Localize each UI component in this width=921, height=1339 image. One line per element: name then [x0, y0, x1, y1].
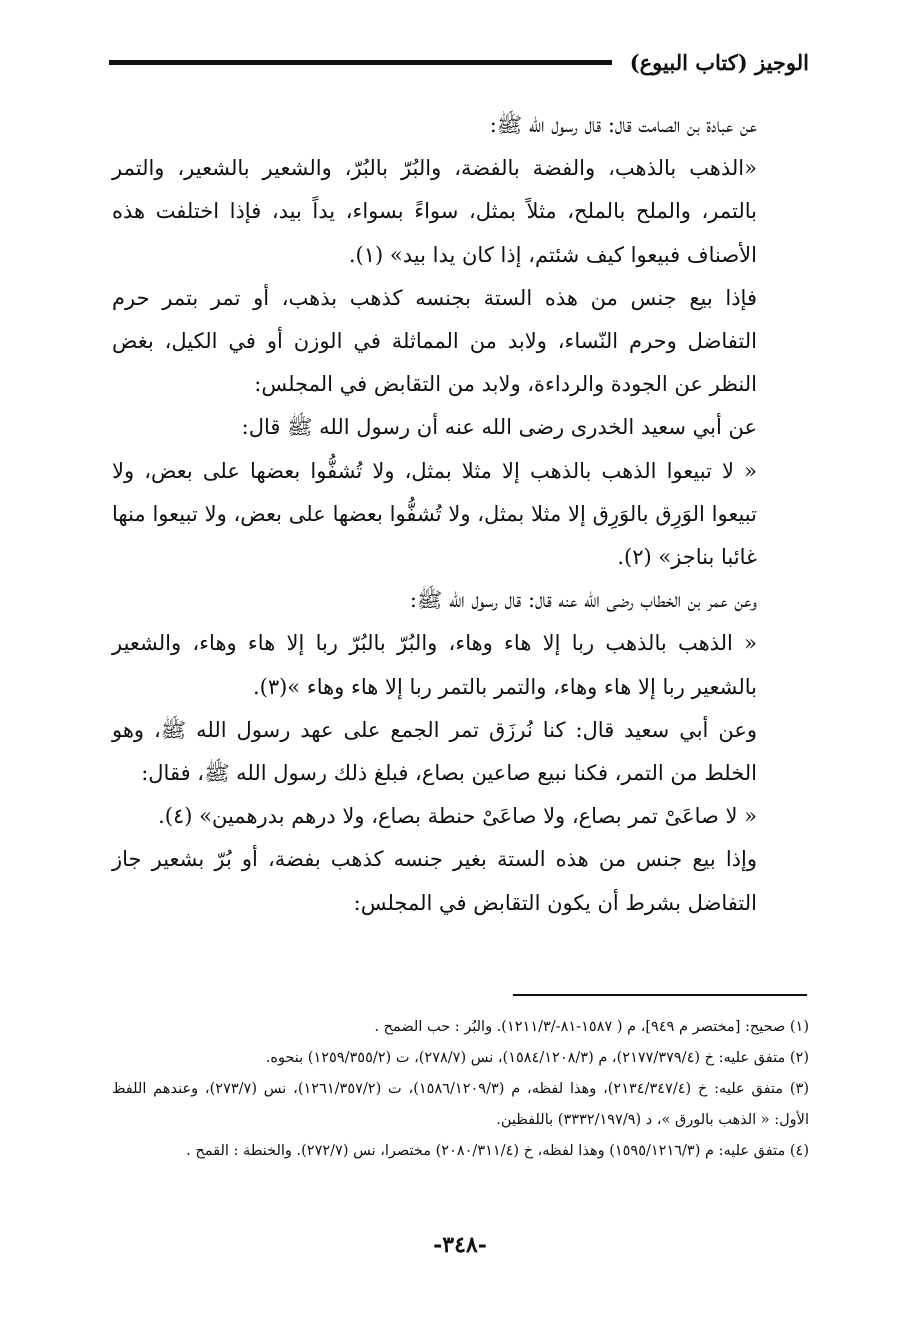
footnote: (٢) متفق عليه: خ (٢١٧٧/٣٧٩/٤)، م (١٥٨٤/١٢٠٨/٣)، نس (٢٧٨/٧)، ت (١٢٥٩/٣٥٥/٢) بنحوه. [265, 1050, 809, 1066]
paragraph: « الذهب بالذهب ربا إلا هاء وهاء، والبُرّ بالبُرّ ربا إلا هاء وهاء، والشعير بالشعير ربا إلا هاء وهاء، والتمر بالتمر ربا إلا هاء وهاء »(٣). [112, 631, 757, 699]
page-number: -٣٤٨- [433, 1232, 487, 1258]
paragraph: عن عبادة بن الصامت قال: قال رسول الله ﷺ: [489, 113, 757, 137]
header-title: الوجيز (كتاب البيوع) [629, 49, 809, 75]
paragraph: وعن أبي سعيد قال: كنا نُرزَق تمر الجمع على عهد رسول الله ﷺ، وهو الخلط من التمر، فكنا نبيع صاعين بصاع، فبلغ ذلك رسول الله ﷺ، فقال: [112, 717, 757, 786]
paragraph: « لا تبيعوا الذهب بالذهب إلا مثلا بمثل، ولا تُشفُّوا بعضها على بعض، ولا تبيعوا الوَرِق بالوَرِق إلا مثلا بمثل، ولا تُشفُّوا بعضها على بعض، ولا تبيعوا منها غائبا بناجز» (٢). [112, 458, 757, 570]
footnotes [112, 1012, 809, 1167]
paragraph: «الذهب بالذهب، والفضة بالفضة، والبُرّ بالبُرّ، والشعير بالشعير، والتمر بالتمر، والملح بالملح، مثلاً بمثل، سواءً بسواء، يداً بيد، فإذا اختلفت هذه الأصناف فبيعوا كيف شئتم، إذا كان يدا بيد» (١). [112, 156, 757, 267]
body-text [112, 104, 809, 925]
paragraph: وعن عمر بن الخطاب رضى الله عنه قال: قال رسول الله ﷺ: [409, 588, 757, 613]
footnote: (٣) متفق عليه: خ (٢١٣٤/٣٤٧/٤)، وهذا لفظه، م (١٥٨٦/١٢٠٩/٣)، ت (١٢٦١/٣٥٧/٢)، نس (٢٧٣/٧)، وعندهم اللفظ الأول: « الذهب بالورق »، د (٣٣٣٢/١٩٧/٩) باللفظين. [112, 1081, 809, 1128]
paragraph: فإذا بيع جنس من هذه الستة بجنسه كذهب بذهب، أو تمر بتمر حرم التفاضل وحرم النّساء، ولابد من المماثلة في الوزن أو في الكيل، بغض النظر عن الجودة والرداءة، ولابد من التقابض في المجلس: [112, 285, 757, 397]
footnote: (١) صحيح: [مختصر م ٩٤٩]، م ( ١٥٨٧-٨١-/١٢١١/٣). والبُر : حب الضمح . [374, 1019, 809, 1035]
footnote: (٤) متفق عليه: م (١٥٩٥/١٢١٦/٣) وهذا لفظه، خ (٢٠٨٠/٣١١/٤) مختصرا، نس (٢٧٢/٧). والخنطة : القمح . [186, 1143, 809, 1159]
running-header [109, 44, 809, 80]
paragraph: « لا صاعَىْ تمر بصاع، ولا صاعَىْ حنطة بصاع، ولا درهم بدرهمين» (٤). [158, 804, 757, 829]
paragraph: عن أبي سعيد الخدرى رضى الله عنه أن رسول الله ﷺ قال: [241, 415, 757, 440]
paragraph: وإذا بيع جنس من هذه الستة بغير جنسه كذهب بفضة، أو بُرّ بشعير جاز التفاضل بشرط أن يكون التقابض في المجلس: [112, 847, 757, 915]
header-rule [109, 60, 612, 65]
footnote-divider [513, 994, 807, 996]
